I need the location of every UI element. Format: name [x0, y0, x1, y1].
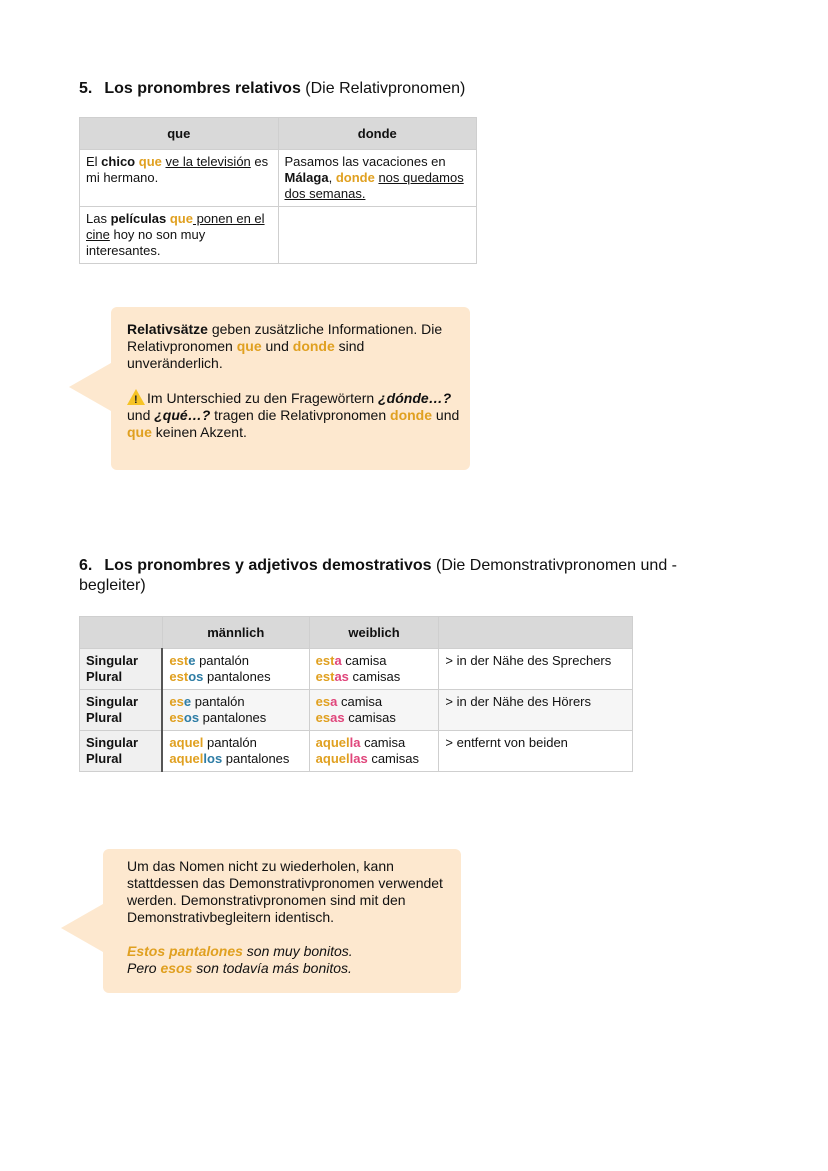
demonstrative-pronoun-callout [103, 849, 461, 993]
example-donde-1: Pasamos las vacaciones en Málaga, donde nos quedamos dos semanas. [278, 150, 477, 207]
section-title: Los pronombres y adjetivos demostrativos [104, 557, 432, 574]
section-subtitle: (Die Demonstrativpronomen und -begleiter) [79, 557, 677, 594]
example-sentence: Estos pantalones son muy bonitos. [127, 943, 353, 959]
section-number: 5. [79, 80, 93, 97]
relative-pronouns-table [79, 117, 477, 264]
section-title: Los pronombres relativos [104, 80, 301, 97]
row-label: Singular Plural [80, 690, 163, 731]
example-que-1: El chico que ve la televisión es mi hermano. [80, 150, 279, 207]
header-empty [80, 617, 163, 649]
demonstratives-table [79, 616, 633, 772]
masculine-forms: este pantalón estos pantalones [162, 649, 309, 690]
distance-note: > in der Nähe des Hörers [439, 690, 633, 731]
table-header-row [80, 118, 477, 150]
masculine-forms: aquel pantalón aquellos pantalones [162, 731, 309, 772]
row-label: Singular Plural [80, 649, 163, 690]
section-5-heading [79, 80, 465, 98]
callout-paragraph: Relativsätze geben zusätzliche Informationen. Die Relativpronomen que und donde sind unveränderlich. [127, 321, 443, 371]
distance-note: > in der Nähe des Sprechers [439, 649, 633, 690]
empty-cell [278, 207, 477, 264]
table-row [80, 731, 633, 772]
example-sentence: Pero esos son todavía más bonitos. [127, 960, 352, 976]
table-row [80, 690, 633, 731]
section-number: 6. [79, 557, 93, 574]
example-que-2: Las películas que ponen en el cine hoy no son muy interesantes. [80, 207, 279, 264]
distance-note: > entfernt von beiden [439, 731, 633, 772]
table-row [80, 207, 477, 264]
feminine-forms: aquella camisa aquellas camisas [309, 731, 439, 772]
section-6-heading [79, 556, 719, 596]
table-header-row [80, 617, 633, 649]
warning-icon: ! [127, 389, 145, 405]
header-feminine: weiblich [309, 617, 439, 649]
table-row [80, 649, 633, 690]
masculine-forms: ese pantalón esos pantalones [162, 690, 309, 731]
table-row [80, 150, 477, 207]
callout-paragraph: Um das Nomen nicht zu wiederholen, kann stattdessen das Demonstrativpronomen verwendet werden. Demonstrativpronomen sind mit den Demonstrativbegleitern identisch. [127, 858, 443, 925]
callout-paragraph: ! Im Unterschied zu den Fragewörtern ¿dónde…? und ¿qué…? tragen die Relativpronomen donde und que keinen Akzent. [127, 390, 460, 440]
header-donde: donde [278, 118, 477, 150]
section-subtitle: (Die Relativpronomen) [300, 80, 466, 97]
relative-clause-info-callout [111, 307, 470, 470]
header-que: que [80, 118, 279, 150]
header-masculine: männlich [162, 617, 309, 649]
feminine-forms: esa camisa esas camisas [309, 690, 439, 731]
header-note [439, 617, 633, 649]
row-label: Singular Plural [80, 731, 163, 772]
feminine-forms: esta camisa estas camisas [309, 649, 439, 690]
